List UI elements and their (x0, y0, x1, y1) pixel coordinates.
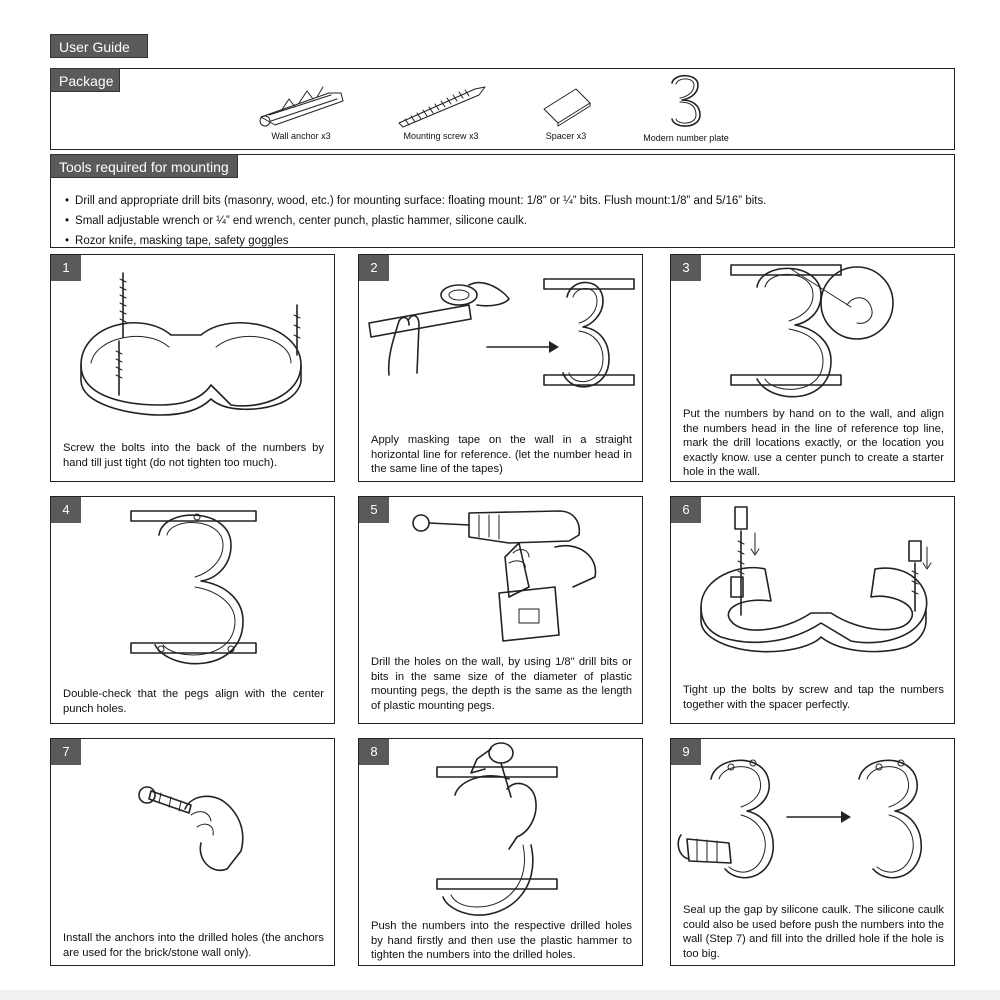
package-item-mounting-screw (381, 79, 501, 141)
package-item-spacer (531, 79, 601, 141)
tools-list-item: • Small adjustable wrench or ¼” end wrench, center punch, plastic hammer, silicone caulk. (65, 211, 766, 231)
bottom-strip (0, 990, 1000, 1000)
package-item-label: Spacer x3 (545, 131, 587, 141)
step-number: 7 (51, 739, 81, 765)
user-guide-title: User Guide (50, 34, 148, 58)
step-8-card (358, 738, 643, 966)
package-section (50, 68, 955, 150)
step-3-card (670, 254, 955, 482)
package-item-number-plate (631, 71, 741, 143)
step-number: 5 (359, 497, 389, 523)
step-5-card (358, 496, 643, 724)
tools-section (50, 154, 955, 248)
step-number: 4 (51, 497, 81, 523)
step-instruction: Push the numbers into the respective drilled holes by hand firstly and then use the plastic hammer to tighten the numbers into the drilled holes. (371, 920, 632, 961)
number-three-icon (666, 71, 706, 131)
step-instruction: Double-check that the pegs align with the center punch holes. (63, 688, 324, 715)
package-label: Package (50, 68, 120, 92)
tools-list-item: • Rozor knife, masking tape, safety goggles (65, 231, 766, 251)
step-number: 6 (671, 497, 701, 523)
wall-anchor-icon (251, 79, 351, 129)
tools-label: Tools required for mounting (50, 154, 238, 178)
package-item-label: Modern number plate (643, 133, 729, 143)
step-instruction: Tight up the bolts by screw and tap the numbers together with the spacer perfectly. (683, 684, 944, 711)
step-1-card (50, 254, 335, 482)
step-number: 8 (359, 739, 389, 765)
package-item-label: Mounting screw x3 (403, 131, 479, 141)
spacer-icon (536, 79, 596, 129)
tools-list (65, 191, 766, 251)
step-instruction: Apply masking tape on the wall in a straight horizontal line for reference. (let the number head in the same line of the tapes) (371, 434, 632, 475)
step-2-card (358, 254, 643, 482)
step-number: 3 (671, 255, 701, 281)
step-instruction: Put the numbers by hand on to the wall, and align the numbers head in the line of reference top line, mark the drill locations exactly, or the location you exactly know. use a center punch to create a starter hole in the wall. (683, 408, 944, 478)
step-instruction: Install the anchors into the drilled holes (the anchors are used for the brick/stone wall only). (63, 932, 324, 959)
step-number: 9 (671, 739, 701, 765)
step-6-card (670, 496, 955, 724)
step-9-card (670, 738, 955, 966)
step-instruction: Seal up the gap by silicone caulk. The silicone caulk could also be used before push the numbers into the wall (Step 7) and fill into the drilled hole if the hole is too big. (683, 904, 944, 960)
step-number: 1 (51, 255, 81, 281)
step-instruction: Screw the bolts into the back of the numbers by hand till just tight (do not tighten too much). (63, 442, 324, 469)
package-item-label: Wall anchor x3 (271, 131, 331, 141)
mounting-screw-icon (391, 79, 491, 129)
step-4-card (50, 496, 335, 724)
step-instruction: Drill the holes on the wall, by using 1/8" drill bits or bits in the same size of the diameter of plastic mounting pegs, the depth is the same as the length of plastic mounting pegs. (371, 656, 632, 712)
package-item-wall-anchor (246, 79, 356, 141)
step-7-card (50, 738, 335, 966)
step-number: 2 (359, 255, 389, 281)
tools-list-item: • Drill and appropriate drill bits (masonry, wood, etc.) for mounting surface: floating mount: 1/8” or ¼” bits. Flush mount:1/8” and 5/16” bits. (65, 191, 766, 211)
